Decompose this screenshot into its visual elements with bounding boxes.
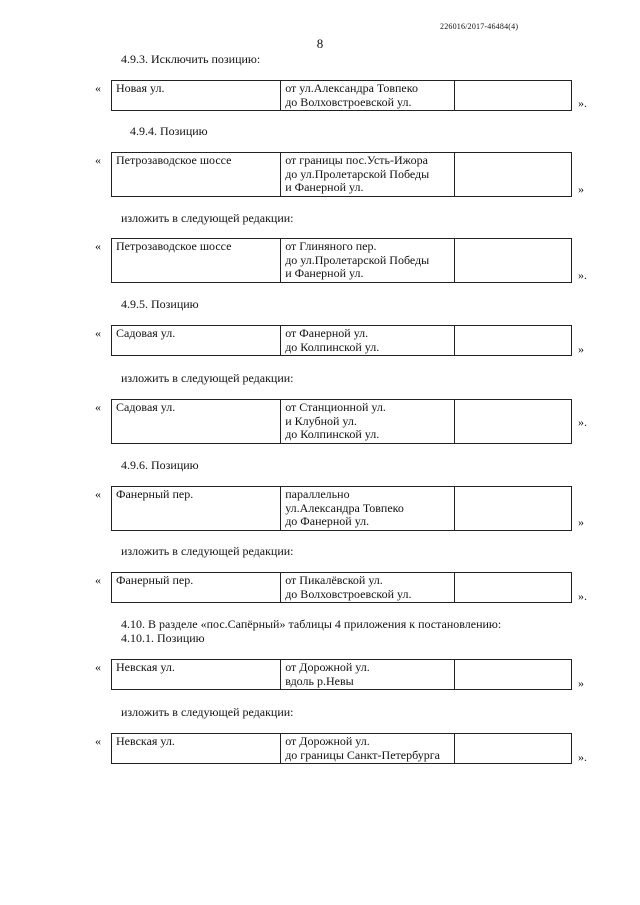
heading-new-edition: изложить в следующей редакции: xyxy=(121,211,294,225)
empty-cell xyxy=(455,573,572,603)
table-row xyxy=(112,660,572,690)
bounds-line: от ул.Александра Товпеко xyxy=(285,81,418,95)
bounds-line: до Колпинской ул. xyxy=(285,339,380,354)
open-quote: « xyxy=(95,153,101,167)
bounds-line: от Пикалёвской ул. xyxy=(285,573,383,587)
street-name-cell: Петрозаводское шоссе xyxy=(112,153,281,197)
close-quote: ». xyxy=(578,415,587,429)
empty-cell xyxy=(455,326,572,356)
position-table xyxy=(111,325,572,356)
open-quote: « xyxy=(95,400,101,414)
bounds-cell xyxy=(281,81,455,111)
close-quote: » xyxy=(578,676,584,690)
table-row xyxy=(112,326,572,356)
open-quote: « xyxy=(95,239,101,253)
bounds-cell xyxy=(281,400,455,444)
page-number: 8 xyxy=(316,36,324,51)
empty-cell xyxy=(455,400,572,444)
street-name-cell: Невская ул. xyxy=(112,734,281,764)
bounds-line: и Фанерной ул. xyxy=(285,266,364,280)
heading-new-edition: изложить в следующей редакции: xyxy=(121,371,294,385)
bounds-line: от Станционной ул. xyxy=(285,400,386,414)
heading-4-9-5: 4.9.5. Позицию xyxy=(121,297,199,311)
street-name-cell: Невская ул. xyxy=(112,660,281,690)
close-quote: » xyxy=(578,182,584,196)
table-row xyxy=(112,487,572,531)
empty-cell xyxy=(455,153,572,197)
position-table xyxy=(111,238,572,283)
bounds-line: от границы пос.Усть-Ижора xyxy=(285,153,428,167)
empty-cell xyxy=(455,487,572,531)
bounds-line: до Колпинской ул. xyxy=(285,427,380,441)
bounds-line: и Фанерной ул. xyxy=(285,180,364,194)
close-quote: ». xyxy=(578,96,587,110)
bounds-line: до Фанерной ул. xyxy=(285,514,370,528)
open-quote: « xyxy=(95,660,101,674)
position-table xyxy=(111,486,572,531)
close-quote: » xyxy=(578,515,584,529)
bounds-cell xyxy=(281,239,455,283)
position-table xyxy=(111,80,572,111)
open-quote: « xyxy=(95,487,101,501)
open-quote: « xyxy=(95,734,101,748)
street-name-cell: Садовая ул. xyxy=(112,400,281,444)
bounds-cell xyxy=(281,660,455,690)
position-table xyxy=(111,399,572,444)
heading-4-10-1: 4.10.1. Позицию xyxy=(121,631,205,645)
open-quote: « xyxy=(95,573,101,587)
document-id: 226016/2017-46484(4) xyxy=(440,22,519,31)
bounds-line: параллельно xyxy=(285,487,350,501)
close-quote: » xyxy=(578,342,584,356)
bounds-cell xyxy=(281,153,455,197)
empty-cell xyxy=(455,81,572,111)
heading-4-10: 4.10. В разделе «пос.Сапёрный» таблицы 4 приложения к постановлению: xyxy=(121,617,502,631)
bounds-line: до границы Санкт-Петербурга xyxy=(285,747,441,762)
heading-new-edition: изложить в следующей редакции: xyxy=(121,705,294,719)
table-row xyxy=(112,573,572,603)
position-table xyxy=(111,152,572,197)
bounds-cell xyxy=(281,573,455,603)
open-quote: « xyxy=(95,326,101,340)
bounds-line: от Глиняного пер. xyxy=(285,239,377,253)
bounds-cell xyxy=(281,734,455,764)
empty-cell xyxy=(455,660,572,690)
heading-new-edition: изложить в следующей редакции: xyxy=(121,544,294,558)
street-name-cell: Новая ул. xyxy=(112,81,281,111)
table-row xyxy=(112,400,572,444)
heading-4-9-6: 4.9.6. Позицию xyxy=(121,458,199,472)
bounds-line: и Клубной ул. xyxy=(285,413,357,428)
bounds-cell xyxy=(281,326,455,356)
bounds-line: от Дорожной ул. xyxy=(285,660,370,674)
position-table xyxy=(111,659,572,690)
table-row xyxy=(112,153,572,197)
empty-cell xyxy=(455,734,572,764)
bounds-line: от Фанерной ул. xyxy=(285,326,369,340)
table-row xyxy=(112,81,572,111)
heading-4-9-4: 4.9.4. Позицию xyxy=(130,124,208,138)
heading-4-9-3: 4.9.3. Исключить позицию: xyxy=(121,52,261,66)
bounds-cell xyxy=(281,487,455,531)
table-row xyxy=(112,239,572,283)
street-name-cell: Петрозаводское шоссе xyxy=(112,239,281,283)
bounds-line: вдоль р.Невы xyxy=(285,673,354,688)
bounds-line: до ул.Пролетарской Победы xyxy=(285,252,430,267)
open-quote: « xyxy=(95,81,101,95)
table-row xyxy=(112,734,572,764)
street-name-cell: Фанерный пер. xyxy=(112,487,281,531)
close-quote: ». xyxy=(578,589,587,603)
street-name-cell: Садовая ул. xyxy=(112,326,281,356)
bounds-line: до Волховстроевской ул. xyxy=(285,94,412,109)
bounds-line: от Дорожной ул. xyxy=(285,734,370,748)
position-table xyxy=(111,733,572,764)
close-quote: ». xyxy=(578,750,587,764)
bounds-line: ул.Александра Товпеко xyxy=(285,500,404,515)
position-table xyxy=(111,572,572,603)
bounds-line: до Волховстроевской ул. xyxy=(285,586,412,601)
close-quote: ». xyxy=(578,268,587,282)
empty-cell xyxy=(455,239,572,283)
street-name-cell: Фанерный пер. xyxy=(112,573,281,603)
bounds-line: до ул.Пролетарской Победы xyxy=(285,166,430,181)
